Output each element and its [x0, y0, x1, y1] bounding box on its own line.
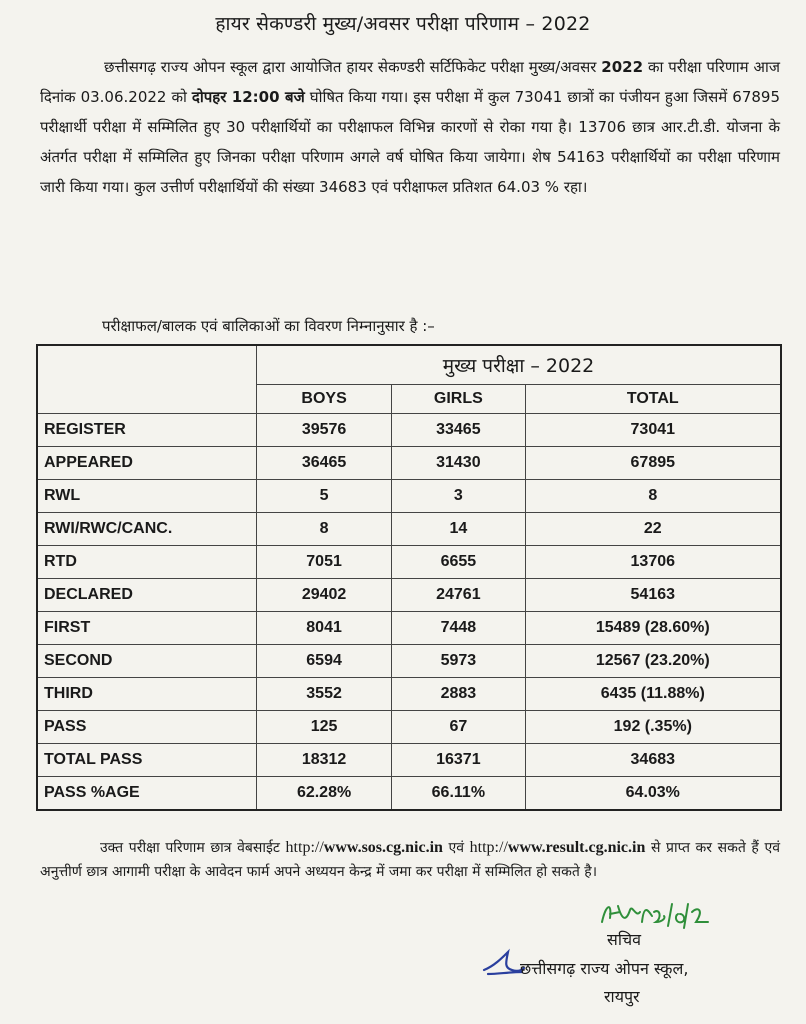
paragraph-time: दोपहर 12:00 बजे: [191, 88, 305, 106]
cell-boys: 5: [257, 480, 392, 513]
row-label: RWL: [37, 480, 257, 513]
signatory-city: रायपुर: [604, 987, 640, 1006]
table-corner-cell: [37, 345, 257, 414]
table-row: [37, 612, 781, 645]
table-intro: परीक्षाफल/बालक एवं बालिकाओं का विवरण निम्नानुसार है :–: [102, 317, 435, 335]
cell-girls: 24761: [392, 579, 525, 612]
paragraph-text-3: घोषित किया गया। इस परीक्षा में कुल 73041 छात्रों का पंजीयन हुआ जिसमें 67895 परीक्षार्थी परीक्षा में सम्मिलित हुए 30 परीक्षार्थियों का परीक्षाफल विभिन्न कारणों से रोका गया है। 13706 छात्र आर.टी.डी. योजना के अंतर्गत परीक्षा में सम्मिलित हुए जिनका परीक्षा परिणाम अगले वर्ष घोषित किया जायेगा। शेष 54163 परीक्षार्थियों का परीक्षा परिणाम जारी किया गया। कुल उत्तीर्ण परीक्षार्थियों की संख्या 34683 एवं परीक्षाफल प्रतिशत 64.03 % रहा।: [40, 88, 780, 196]
signatory-title: सचिव: [607, 930, 642, 949]
footer-text-1: उक्त परीक्षा परिणाम छात्र वेबसाईट: [100, 840, 286, 856]
cell-total: 8: [525, 480, 781, 513]
cell-girls: 67: [392, 711, 525, 744]
cell-total: 34683: [525, 744, 781, 777]
table-row: [37, 513, 781, 546]
cell-boys: 125: [257, 711, 392, 744]
cell-girls: 5973: [392, 645, 525, 678]
cell-girls: 16371: [392, 744, 525, 777]
cell-total: 13706: [525, 546, 781, 579]
row-label: FIRST: [37, 612, 257, 645]
results-table: [36, 344, 782, 811]
table-row: [37, 777, 781, 811]
cell-boys: 29402: [257, 579, 392, 612]
row-label: SECOND: [37, 645, 257, 678]
table-row: [37, 579, 781, 612]
cell-boys: 7051: [257, 546, 392, 579]
cell-total: 64.03%: [525, 777, 781, 811]
website-link-1[interactable]: http://www.sos.cg.nic.in: [285, 839, 443, 856]
footer-text-2: एवं: [442, 840, 470, 856]
table-row: [37, 645, 781, 678]
cell-total: 22: [525, 513, 781, 546]
row-label: DECLARED: [37, 579, 257, 612]
cell-total: 73041: [525, 414, 781, 447]
table-row: [37, 711, 781, 744]
cell-total: 67895: [525, 447, 781, 480]
cell-boys: 39576: [257, 414, 392, 447]
paragraph-text-2: का परीक्षा परिणाम आज दिनांक 03.06.2022 को: [40, 58, 781, 106]
cell-girls: 33465: [392, 414, 525, 447]
table-main-header: मुख्य परीक्षा – 2022: [257, 345, 782, 385]
table-row: [37, 447, 781, 480]
cell-boys: 6594: [257, 645, 392, 678]
column-header-boys: BOYS: [257, 385, 392, 414]
cell-girls: 2883: [392, 678, 525, 711]
cell-girls: 7448: [392, 612, 525, 645]
table-body: [37, 414, 781, 811]
row-label: RWI/RWC/CANC.: [37, 513, 257, 546]
row-label: REGISTER: [37, 414, 257, 447]
document-title: हायर सेकण्डरी मुख्य/अवसर परीक्षा परिणाम – 2022: [215, 13, 591, 35]
paragraph-year: 2022: [601, 58, 644, 76]
table-row: [37, 414, 781, 447]
cell-total: 54163: [525, 579, 781, 612]
row-label: PASS %AGE: [37, 777, 257, 811]
table-row: [37, 744, 781, 777]
row-label: TOTAL PASS: [37, 744, 257, 777]
cell-boys: 62.28%: [257, 777, 392, 811]
table-row: [37, 678, 781, 711]
paragraph-text-1: छत्तीसगढ़ राज्य ओपन स्कूल द्वारा आयोजित हायर सेकण्डरी सर्टिफिकेट परीक्षा मुख्य/अवसर: [104, 58, 602, 76]
signatory-organization: छत्तीसगढ़ राज्य ओपन स्कूल,: [520, 959, 689, 978]
cell-boys: 18312: [257, 744, 392, 777]
cell-boys: 36465: [257, 447, 392, 480]
announcement-paragraph: [40, 52, 780, 202]
cell-total: 192 (.35%): [525, 711, 781, 744]
table-main-header-row: [37, 345, 781, 385]
cell-boys: 8041: [257, 612, 392, 645]
row-label: APPEARED: [37, 447, 257, 480]
cell-girls: 3: [392, 480, 525, 513]
cell-girls: 6655: [392, 546, 525, 579]
table-row: [37, 480, 781, 513]
cell-girls: 66.11%: [392, 777, 525, 811]
cell-boys: 3552: [257, 678, 392, 711]
footer-text-3: से प्राप्त कर सकते हैं एवं अनुत्तीर्ण छात्र आगामी परीक्षा के आवेदन फार्म अपने अध्ययन केन्द्र में जमा कर परीक्षा में सम्मिलित हो सकते है।: [40, 840, 780, 880]
row-label: RTD: [37, 546, 257, 579]
cell-total: 12567 (23.20%): [525, 645, 781, 678]
column-header-total: TOTAL: [525, 385, 781, 414]
footer-paragraph: [40, 836, 780, 884]
table-row: [37, 546, 781, 579]
row-label: THIRD: [37, 678, 257, 711]
cell-total: 6435 (11.88%): [525, 678, 781, 711]
cell-boys: 8: [257, 513, 392, 546]
cell-girls: 31430: [392, 447, 525, 480]
column-header-girls: GIRLS: [392, 385, 525, 414]
website-link-2[interactable]: http://www.result.cg.nic.in: [469, 839, 646, 856]
cell-total: 15489 (28.60%): [525, 612, 781, 645]
row-label: PASS: [37, 711, 257, 744]
cell-girls: 14: [392, 513, 525, 546]
